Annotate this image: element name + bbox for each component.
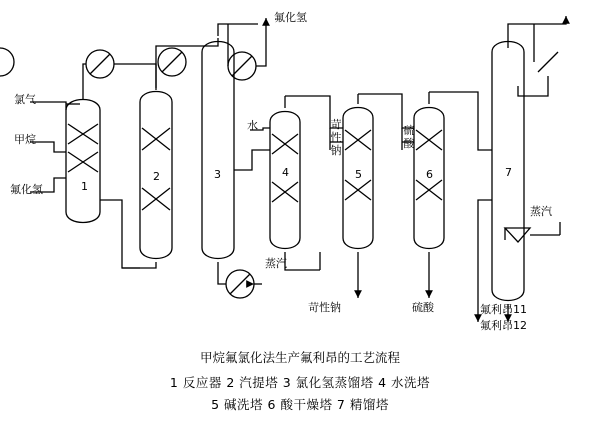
heat-exchanger-1	[86, 50, 114, 78]
line-c2-bottom-in	[122, 262, 156, 268]
label-acid-in: 硫 酸	[403, 124, 415, 150]
label-caustic-out: 苛性钠	[308, 301, 341, 314]
heat-exchanger-reboiler	[226, 270, 254, 298]
line-c3-overhead	[218, 24, 258, 36]
line-c1-top	[83, 64, 86, 100]
line-c2-top-to-c3	[156, 38, 218, 88]
label-caustic-in: 苛 性 钠	[330, 118, 342, 157]
line-c5-to-c6	[358, 94, 414, 128]
heat-exchanger-3	[228, 52, 256, 80]
line-c3-to-c4	[234, 150, 270, 170]
label-water: 水	[247, 119, 258, 132]
vessel-hcl-distillation-3	[202, 42, 234, 259]
label-hf-out: 氟化氢	[274, 11, 307, 24]
label-chlorine: 氯气	[14, 93, 36, 106]
label-steam-bottom: 蒸汽	[265, 257, 287, 270]
column-number-3: 3	[214, 168, 221, 181]
column-number-4: 4	[282, 166, 289, 179]
figure-legend-line-1: 1 反应器 2 汽提塔 3 氯化氢蒸馏塔 4 水洗塔	[169, 375, 431, 390]
vessel-water-wash-4	[270, 112, 300, 249]
figure-caption: 甲烷氟氯化法生产氟利昂的工艺流程	[199, 350, 400, 365]
reboiler-7	[505, 228, 530, 242]
label-steam-right: 蒸汽	[530, 205, 552, 218]
line-to-c2	[114, 64, 156, 90]
line-c7-reflux	[518, 76, 548, 96]
line-c6-to-c7	[429, 92, 492, 150]
line-c4-bottom	[285, 252, 320, 270]
column-number-1: 1	[81, 180, 88, 193]
figure-legend-line-2: 5 碱洗塔 6 酸干燥塔 7 精馏塔	[211, 397, 389, 412]
line-c3-reboiler-in	[218, 262, 226, 284]
label-methane: 甲烷	[14, 133, 36, 146]
heat-exchanger-7	[0, 48, 558, 76]
label-hf-in: 氟化氢	[10, 183, 43, 196]
line-hf-out-riser	[256, 18, 266, 66]
column-number-2: 2	[153, 170, 160, 183]
column-number-7: 7	[505, 166, 512, 179]
label-product-freon11: 氟利昂11	[480, 303, 527, 316]
heat-exchanger-2	[158, 48, 186, 76]
column-number-6: 6	[426, 168, 433, 181]
label-product-freon12: 氟利昂12	[480, 319, 527, 332]
vessel-reactor-1	[66, 100, 100, 223]
column-number-5: 5	[355, 168, 362, 181]
label-acid-out: 硫酸	[412, 301, 434, 314]
line-c1-bottom	[100, 200, 140, 268]
line-c7-overhead	[508, 16, 566, 38]
